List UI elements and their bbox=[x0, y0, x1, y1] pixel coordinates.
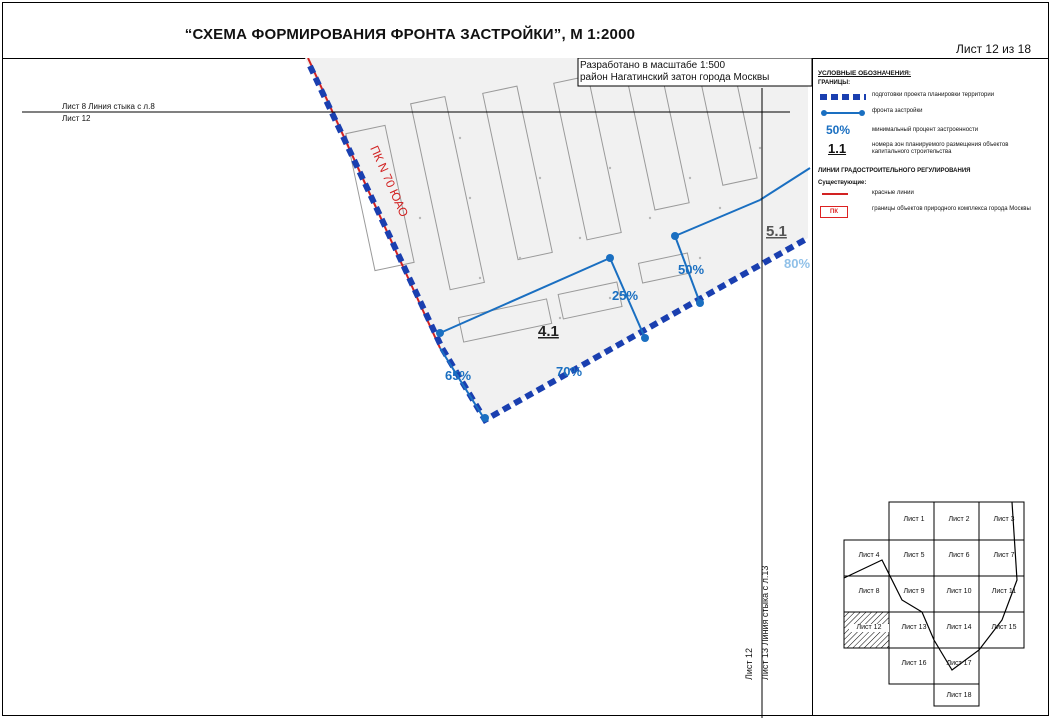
legend-lines-heading: ЛИНИИ ГРАДОСТРОИТЕЛЬНОГО РЕГУЛИРОВАНИЯ bbox=[818, 168, 971, 174]
joint-label-right-left: Лист 12 bbox=[744, 647, 754, 680]
index-cell-18: Лист 18 bbox=[946, 692, 972, 699]
zone-label-5-1: 5.1 bbox=[766, 223, 787, 240]
joint-label-lower: Лист 12 bbox=[62, 114, 91, 123]
index-cell-4: Лист 4 bbox=[858, 552, 880, 559]
index-cell-11: Лист 11 bbox=[991, 588, 1017, 595]
joint-label-right-right: Лист 13 Линия стыка с л.13 bbox=[760, 565, 770, 680]
legend-percent-text: минимальный процент застроенности bbox=[872, 127, 979, 133]
info-district: район Нагатинский затон города Москвы bbox=[580, 72, 770, 83]
map-canvas bbox=[0, 58, 812, 718]
percent-65: 65% bbox=[445, 368, 472, 383]
index-cell-10: Лист 10 bbox=[946, 588, 972, 595]
index-cell-7: Лист 7 bbox=[993, 552, 1015, 559]
index-cell-17: Лист 17 bbox=[946, 660, 972, 667]
legend-existing-heading: Существующие: bbox=[818, 180, 867, 186]
percent-70: 70% bbox=[556, 364, 583, 379]
index-cell-14: Лист 14 bbox=[946, 624, 972, 631]
legend-borders-heading: ГРАНИЦЫ: bbox=[818, 80, 851, 86]
legend-front-text: фронта застройки bbox=[872, 108, 923, 114]
red-line-swatch bbox=[818, 190, 868, 198]
legend-percent-value: 50% bbox=[826, 123, 851, 137]
index-cell-15: Лист 15 bbox=[991, 624, 1017, 631]
index-cell-3: Лист 3 bbox=[993, 516, 1015, 523]
outer-frame-right bbox=[1048, 2, 1049, 716]
legend-pk-text: границы объектов природного комплекса города Москвы bbox=[872, 206, 1031, 212]
index-cell-5: Лист 5 bbox=[903, 552, 925, 559]
legend-red-lines-text: красные линии bbox=[872, 190, 914, 196]
percent-80: 80% bbox=[784, 256, 811, 271]
index-cell-6: Лист 6 bbox=[948, 552, 970, 559]
legend-heading: УСЛОВНЫЕ ОБОЗНАЧЕНИЯ: bbox=[818, 70, 911, 77]
index-cell-13: Лист 13 bbox=[901, 624, 927, 631]
index-cell-1: Лист 1 bbox=[903, 516, 925, 523]
sheet-number: Лист 12 из 18 bbox=[956, 42, 1031, 56]
index-cell-8: Лист 8 bbox=[858, 588, 880, 595]
index-cell-16: Лист 16 bbox=[901, 660, 927, 667]
sheet-index-grid bbox=[842, 500, 1032, 710]
joint-label-upper: Лист 8 Линия стыка с л.8 bbox=[62, 102, 155, 111]
info-box bbox=[580, 60, 810, 84]
legend-zone-text: номера зон планируемого размещения объектов капитального строительства bbox=[872, 142, 1009, 155]
page-title: “СХЕМА ФОРМИРОВАНИЯ ФРОНТА ЗАСТРОЙКИ”, М 1:2000 bbox=[184, 26, 636, 43]
planning-boundary-swatch bbox=[818, 92, 868, 102]
percent-50: 50% bbox=[678, 262, 705, 277]
index-cell-12: Лист 12 bbox=[849, 624, 889, 632]
percent-25: 25% bbox=[612, 288, 639, 303]
index-cell-9: Лист 9 bbox=[903, 588, 925, 595]
index-grid-lines bbox=[842, 500, 1032, 710]
front-line-swatch bbox=[818, 108, 868, 118]
pk-label: ПК N 70 ЮАО bbox=[367, 143, 412, 220]
index-cell-2: Лист 2 bbox=[948, 516, 970, 523]
legend-divider bbox=[812, 58, 813, 716]
legend-zone-value: 1.1 bbox=[828, 141, 847, 156]
pk-box-swatch: ПК bbox=[820, 206, 848, 218]
legend-planning-text: подготовки проекта планировки территории bbox=[872, 92, 995, 98]
outer-frame-top bbox=[2, 2, 1049, 3]
info-scale: Разработано в масштабе 1:500 bbox=[580, 60, 726, 71]
zone-label-4-1: 4.1 bbox=[538, 323, 559, 340]
